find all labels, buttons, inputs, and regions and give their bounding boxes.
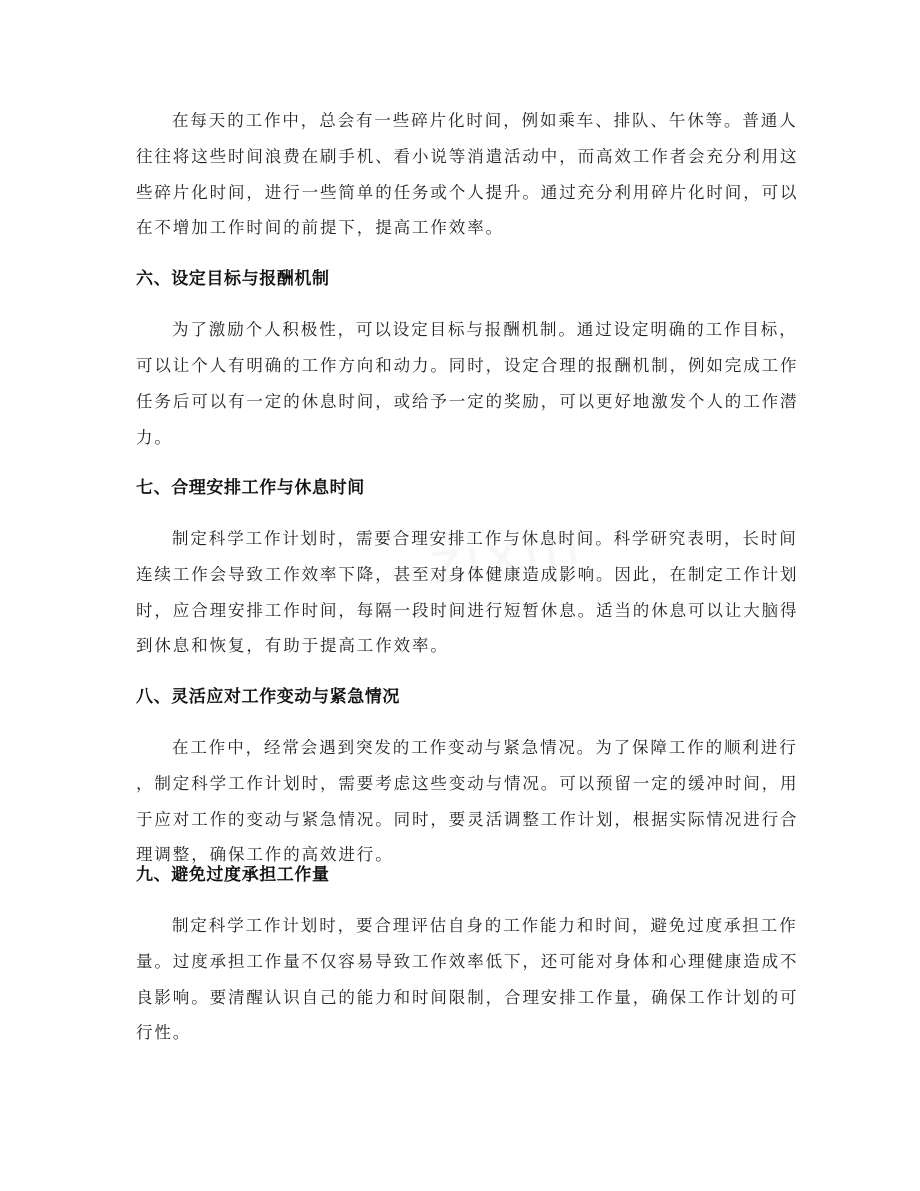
watermark: zixin <box>426 509 588 599</box>
paragraph-line: 制定科学工作计划时，要合理评估自身的工作能力和时间，避免过度承担工作 <box>172 916 798 935</box>
paragraph-line: 力。 <box>136 428 173 447</box>
paragraph-line: 在工作中，经常会遇到突发的工作变动与紧急情况。为了保障工作的顺利进行 <box>172 738 798 757</box>
paragraph-line: 于应对工作的变动与紧急情况。同时，要灵活调整工作计划，根据实际情况进行合 <box>136 810 799 829</box>
paragraph-line: 任务后可以有一定的休息时间，或给予一定的奖励，可以更好地激发个人的工作潜 <box>136 392 799 411</box>
paragraph-line: 往往将这些时间浪费在刷手机、看小说等消遣活动中，而高效工作者会充分利用这 <box>136 147 799 166</box>
paragraph-line: 些碎片化时间，进行一些简单的任务或个人提升。通过充分利用碎片化时间，可以 <box>136 183 799 202</box>
section-heading: 八、灵活应对工作变动与紧急情况 <box>136 687 400 707</box>
section-heading: 七、合理安排工作与休息时间 <box>136 478 365 498</box>
paragraph-line: 量。过度承担工作量不仅容易导致工作效率低下，还可能对身体和心理健康造成不 <box>136 952 799 971</box>
paragraph-line: 行性。 <box>136 1023 192 1042</box>
paragraph-line: 可以让个人有明确的工作方向和动力。同时，设定合理的报酬机制，例如完成工作 <box>136 356 799 375</box>
paragraph-line: 连续工作会导致工作效率下降，甚至对身体健康造成影响。因此，在制定工作计划 <box>136 565 799 584</box>
paragraph-line: 制定科学工作计划时，需要合理安排工作与休息时间。科学研究表明，长时间 <box>172 529 798 548</box>
section-heading: 六、设定目标与报酬机制 <box>136 269 330 289</box>
section-heading: 九、避免过度承担工作量 <box>136 865 330 885</box>
paragraph-line: 在每天的工作中，总会有一些碎片化时间，例如乘车、排队、午休等。普通人 <box>172 111 798 130</box>
paragraph-line: 时，应合理安排工作时间，每隔一段时间进行短暂休息。适当的休息可以让大脑得 <box>136 601 799 620</box>
paragraph-line: 在不增加工作时间的前提下，提高工作效率。 <box>136 218 504 237</box>
paragraph-line: 理调整，确保工作的高效进行。 <box>136 845 394 864</box>
paragraph-line: 到休息和恢复，有助于提高工作效率。 <box>136 636 449 655</box>
paragraph-line: 为了激励个人积极性，可以设定目标与报酬机制。通过设定明确的工作目标， <box>172 320 798 339</box>
paragraph-line: 良影响。要清醒认识自己的能力和时间限制，合理安排工作量，确保工作计划的可 <box>136 988 799 1007</box>
paragraph-line: ，制定科学工作计划时，需要考虑这些变动与情况。可以预留一定的缓冲时间，用 <box>136 774 799 793</box>
